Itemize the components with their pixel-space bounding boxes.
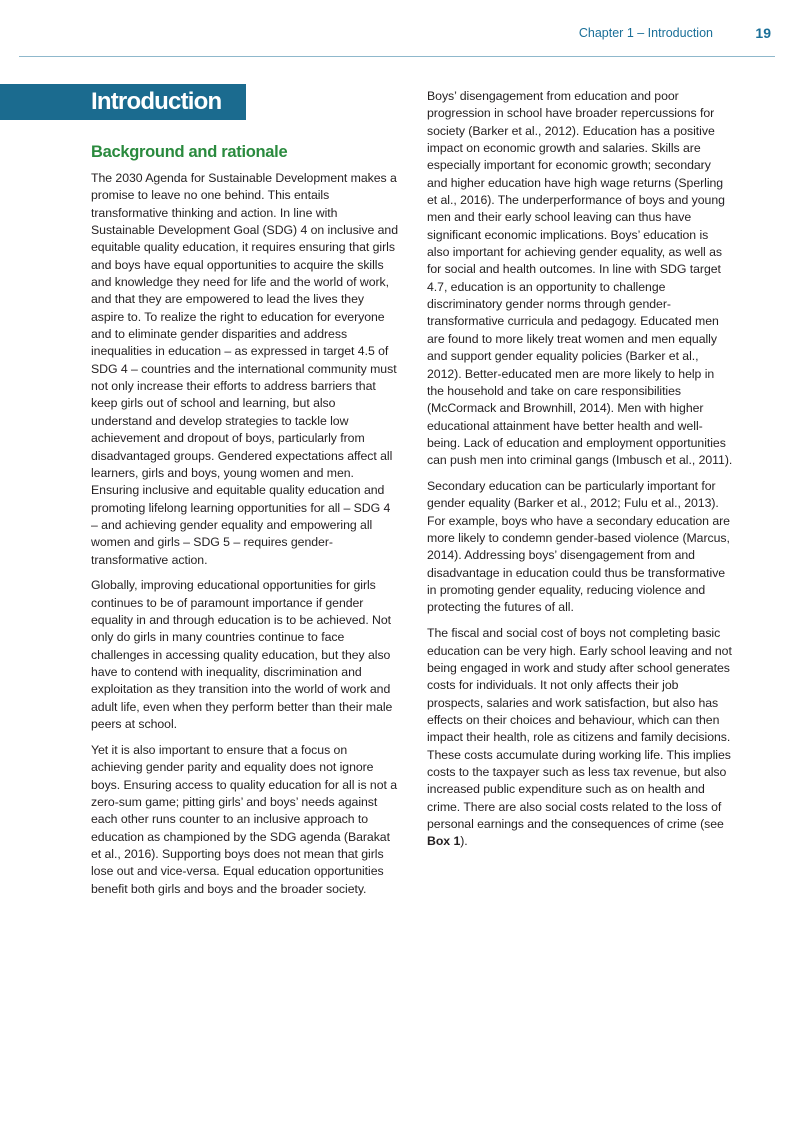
box-1-reference[interactable]: Box 1 [427, 834, 461, 849]
paragraph-text: The fiscal and social cost of boys not completing basic education can be very high. Early school leaving and not being engaged in work and study after school generates costs for individuals. It not only affects their job prospects, salaries and work satisfaction, but also has effects on their choices and behaviour, which can then impact their health, role as citizens and family decisions. These costs accumulate during working life. This implies costs to the taxpayer such as less tax revenue, but also increased public expenditure such as on health and crime. There are also social costs related to the loss of personal earnings and the consequences of crime (see [427, 626, 732, 832]
chapter-title: Chapter 1 – Introduction [578, 26, 713, 40]
paragraph-closing: ). [460, 834, 468, 849]
paragraph: The 2030 Agenda for Sustainable Development makes a promise to leave no one behind. This entails transformative thinking and action. In line with Sustainable Development Goal (SDG) 4 on inclusive and equitable quality education, it requires ensuring that girls and boys have equal opportunities to acquire the skills and knowledge they need for life and the world of work, and that they are empowered to lead the lives they aspire to. To realize the right to education for everyone and to eliminate gender disparities and address inequalities in education – as expressed in target 4.5 of SDG 4 – countries and the international community must not only increase their efforts to address barriers that keep girls out of school and learning, but also understand and develop strategies to tackle low achievement and dropout of boys, particularly from disadvantaged groups. Gendered expectations affect all learners, girls and boys, young women and men. Ensuring inclusive and equitable quality education and promoting lifelong learning opportunities for all – SDG 4 – and achieving gender equality and empowering all women and girls – SDG 5 – requires gender-transformative action. [91, 171, 398, 567]
right-column [427, 88, 733, 859]
running-header [0, 0, 793, 58]
subheading-background: Background and rationale [91, 143, 288, 161]
section-title: Introduction [91, 88, 222, 115]
paragraph: Secondary education can be particularly important for gender equality (Barker et al., 2012; Fulu et al., 2013). For example, boys who have a secondary education are more likely to condemn gender-based violence (Marcus, 2014). Addressing boys’ disengagement from and disadvantage in education could thus be transformative in promoting gender equality, reducing violence and protecting the futures of all. [427, 479, 730, 615]
header-divider [19, 56, 775, 57]
paragraph-fiscal-cost [427, 625, 733, 850]
paragraph: Globally, improving educational opportunities for girls continues to be of paramount importance if gender equality in and through education is to be achieved. Not only do girls in many countries continue to face challenges in accessing quality education, but they also have to contend with inequality, discrimination and exploitation as they transition into the world of work and adult life, even when they perform better than their male peers at school. [91, 578, 393, 732]
paragraph: Boys’ disengagement from education and poor progression in school have broader repercussions for society (Barker et al., 2012). Education has a positive impact on economic growth and salaries. Skills are especially important for economic growth; secondary and higher education have high wage returns (Sperling et al., 2016). The underperformance of boys and young men and their early school leaving can thus have significant economic implications. Boys’ education is also important for achieving gender equality, as well as for social and health outcomes. In line with SDG target 4.7, education is an opportunity to challenge discriminatory gender norms through gender-transformative curricula and pedagogy. Educated men are found to more likely treat women and men equally and support gender equality policies (Barker et al., 2012). Better-educated men are more likely to help in the household and take on care responsibilities (McCormack and Brownhill, 2014). Men with higher educational attainment have better health and well-being. Lack of education and employment opportunities can push men into criminal gangs (Imbusch et al., 2011). [427, 89, 733, 468]
section-banner [0, 84, 246, 120]
left-column [91, 142, 399, 907]
page-number: 19 [755, 25, 771, 41]
paragraph: Yet it is also important to ensure that a focus on achieving gender parity and equality does not ignore boys. Ensuring access to quality education for all is not a zero-sum game; pitting girls’ and boys’ needs against each other runs counter to an inclusive approach to education as championed by the SDG agenda (Barakat et al., 2016). Supporting boys does not mean that girls lose out and vice-versa. Equal education opportunities benefit both girls and boys and the broader society. [91, 743, 398, 896]
